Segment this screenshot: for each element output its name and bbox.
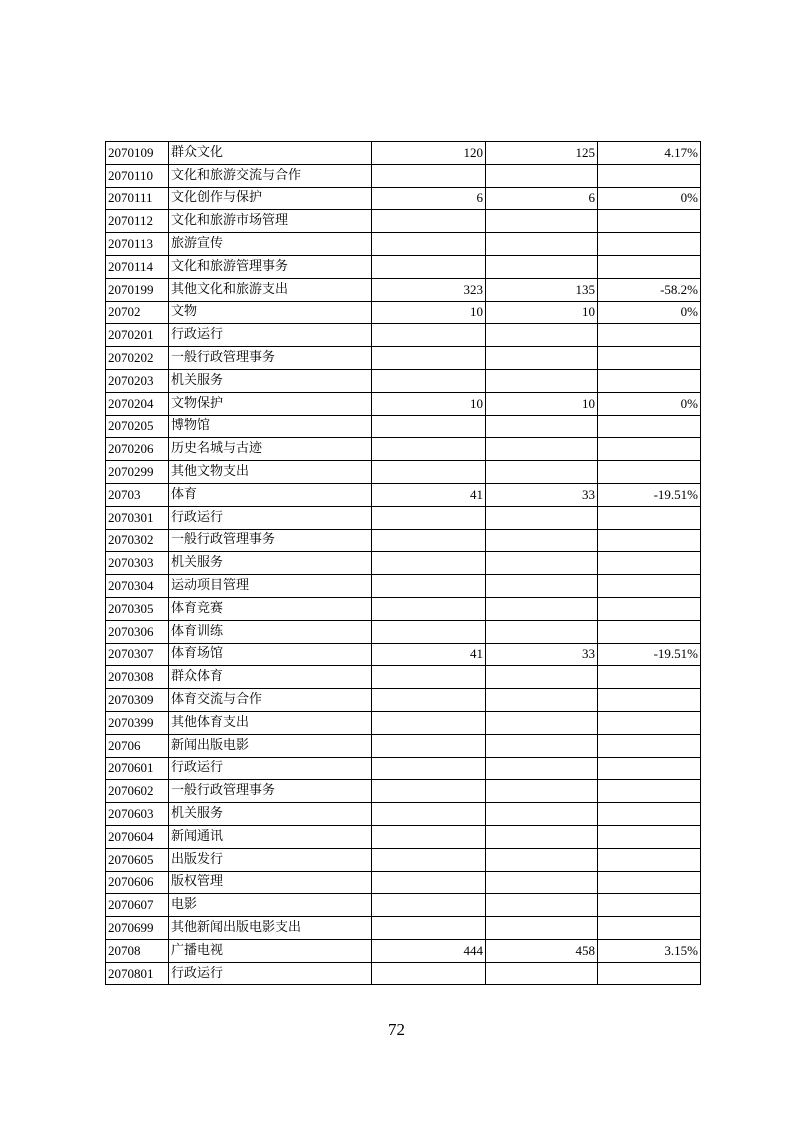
prior-amount-cell: 41 (372, 483, 486, 506)
table-row (106, 666, 701, 689)
current-amount-cell: 10 (486, 301, 598, 324)
change-percent-cell (598, 575, 701, 598)
prior-amount-cell (372, 255, 486, 278)
subject-name-cell: 出版发行 (169, 848, 372, 871)
subject-name-cell: 版权管理 (169, 871, 372, 894)
current-amount-cell (486, 780, 598, 803)
subject-code-cell: 2070113 (106, 233, 169, 256)
change-percent-cell (598, 233, 701, 256)
subject-code-cell: 2070305 (106, 597, 169, 620)
subject-code-cell: 2070203 (106, 369, 169, 392)
current-amount-cell (486, 575, 598, 598)
current-amount-cell (486, 620, 598, 643)
subject-code-cell: 2070112 (106, 210, 169, 233)
subject-name-cell: 文化和旅游交流与合作 (169, 164, 372, 187)
current-amount-cell (486, 164, 598, 187)
change-percent-cell (598, 711, 701, 734)
table-row (106, 962, 701, 985)
prior-amount-cell: 41 (372, 643, 486, 666)
change-percent-cell (598, 210, 701, 233)
table-row (106, 643, 701, 666)
current-amount-cell (486, 529, 598, 552)
table-row (106, 369, 701, 392)
table-row (106, 734, 701, 757)
change-percent-cell (598, 666, 701, 689)
subject-name-cell: 群众文化 (169, 142, 372, 165)
subject-code-cell: 2070607 (106, 894, 169, 917)
change-percent-cell (598, 369, 701, 392)
current-amount-cell: 135 (486, 278, 598, 301)
subject-name-cell: 体育训练 (169, 620, 372, 643)
budget-table (105, 141, 701, 985)
table-row (106, 597, 701, 620)
subject-code-cell: 2070601 (106, 757, 169, 780)
prior-amount-cell (372, 210, 486, 233)
prior-amount-cell (372, 757, 486, 780)
current-amount-cell (486, 438, 598, 461)
current-amount-cell (486, 210, 598, 233)
table-row (106, 848, 701, 871)
change-percent-cell (598, 438, 701, 461)
current-amount-cell (486, 255, 598, 278)
subject-name-cell: 文化创作与保护 (169, 187, 372, 210)
subject-code-cell: 2070201 (106, 324, 169, 347)
table-row (106, 438, 701, 461)
change-percent-cell (598, 825, 701, 848)
prior-amount-cell (372, 164, 486, 187)
table-row (106, 301, 701, 324)
subject-code-cell: 2070307 (106, 643, 169, 666)
subject-code-cell: 2070202 (106, 347, 169, 370)
table-row (106, 825, 701, 848)
prior-amount-cell (372, 552, 486, 575)
change-percent-cell (598, 780, 701, 803)
prior-amount-cell (372, 666, 486, 689)
current-amount-cell: 125 (486, 142, 598, 165)
change-percent-cell (598, 552, 701, 575)
subject-name-cell: 文化和旅游管理事务 (169, 255, 372, 278)
table-row (106, 347, 701, 370)
subject-code-cell: 2070306 (106, 620, 169, 643)
change-percent-cell (598, 734, 701, 757)
subject-name-cell: 机关服务 (169, 803, 372, 826)
budget-table-body (106, 142, 701, 985)
subject-code-cell: 2070699 (106, 917, 169, 940)
subject-code-cell: 2070204 (106, 392, 169, 415)
prior-amount-cell (372, 689, 486, 712)
table-row (106, 483, 701, 506)
subject-code-cell: 2070801 (106, 962, 169, 985)
table-row (106, 939, 701, 962)
subject-name-cell: 博物馆 (169, 415, 372, 438)
prior-amount-cell: 444 (372, 939, 486, 962)
subject-code-cell: 20708 (106, 939, 169, 962)
subject-code-cell: 2070111 (106, 187, 169, 210)
change-percent-cell (598, 461, 701, 484)
current-amount-cell (486, 506, 598, 529)
current-amount-cell (486, 689, 598, 712)
change-percent-cell (598, 917, 701, 940)
change-percent-cell: 3.15% (598, 939, 701, 962)
current-amount-cell (486, 461, 598, 484)
table-row (106, 780, 701, 803)
subject-code-cell: 2070205 (106, 415, 169, 438)
subject-code-cell: 2070303 (106, 552, 169, 575)
table-row (106, 871, 701, 894)
subject-code-cell: 2070304 (106, 575, 169, 598)
current-amount-cell (486, 803, 598, 826)
current-amount-cell (486, 552, 598, 575)
prior-amount-cell (372, 803, 486, 826)
current-amount-cell (486, 962, 598, 985)
table-row (106, 506, 701, 529)
prior-amount-cell (372, 917, 486, 940)
prior-amount-cell (372, 438, 486, 461)
table-row (106, 461, 701, 484)
subject-name-cell: 行政运行 (169, 962, 372, 985)
subject-name-cell: 体育场馆 (169, 643, 372, 666)
change-percent-cell (598, 415, 701, 438)
subject-code-cell: 2070308 (106, 666, 169, 689)
change-percent-cell: 0% (598, 301, 701, 324)
current-amount-cell (486, 415, 598, 438)
prior-amount-cell: 120 (372, 142, 486, 165)
prior-amount-cell: 10 (372, 392, 486, 415)
subject-name-cell: 旅游宣传 (169, 233, 372, 256)
subject-name-cell: 体育交流与合作 (169, 689, 372, 712)
change-percent-cell (598, 164, 701, 187)
change-percent-cell (598, 597, 701, 620)
current-amount-cell (486, 666, 598, 689)
change-percent-cell: 4.17% (598, 142, 701, 165)
prior-amount-cell (372, 506, 486, 529)
subject-name-cell: 文物保护 (169, 392, 372, 415)
table-row (106, 757, 701, 780)
prior-amount-cell (372, 347, 486, 370)
subject-code-cell: 2070299 (106, 461, 169, 484)
table-row (106, 233, 701, 256)
change-percent-cell (598, 506, 701, 529)
current-amount-cell (486, 711, 598, 734)
change-percent-cell: -58.2% (598, 278, 701, 301)
table-row (106, 711, 701, 734)
current-amount-cell (486, 871, 598, 894)
subject-code-cell: 2070309 (106, 689, 169, 712)
current-amount-cell: 33 (486, 483, 598, 506)
change-percent-cell: -19.51% (598, 643, 701, 666)
subject-code-cell: 2070603 (106, 803, 169, 826)
prior-amount-cell (372, 415, 486, 438)
current-amount-cell (486, 597, 598, 620)
table-row (106, 324, 701, 347)
prior-amount-cell (372, 369, 486, 392)
change-percent-cell (598, 871, 701, 894)
subject-code-cell: 2070114 (106, 255, 169, 278)
table-row (106, 278, 701, 301)
change-percent-cell (598, 620, 701, 643)
current-amount-cell (486, 369, 598, 392)
table-row (106, 803, 701, 826)
current-amount-cell (486, 757, 598, 780)
table-row (106, 689, 701, 712)
current-amount-cell (486, 233, 598, 256)
current-amount-cell (486, 848, 598, 871)
current-amount-cell (486, 917, 598, 940)
subject-code-cell: 2070604 (106, 825, 169, 848)
change-percent-cell (598, 803, 701, 826)
table-row (106, 415, 701, 438)
table-row (106, 529, 701, 552)
current-amount-cell (486, 324, 598, 347)
subject-code-cell: 2070109 (106, 142, 169, 165)
table-row (106, 392, 701, 415)
table-row (106, 894, 701, 917)
prior-amount-cell (372, 871, 486, 894)
change-percent-cell: 0% (598, 392, 701, 415)
subject-name-cell: 一般行政管理事务 (169, 347, 372, 370)
subject-name-cell: 行政运行 (169, 757, 372, 780)
table-row (106, 575, 701, 598)
current-amount-cell: 6 (486, 187, 598, 210)
prior-amount-cell (372, 597, 486, 620)
table-row (106, 142, 701, 165)
subject-code-cell: 2070302 (106, 529, 169, 552)
prior-amount-cell: 10 (372, 301, 486, 324)
change-percent-cell (598, 689, 701, 712)
prior-amount-cell (372, 894, 486, 917)
subject-name-cell: 行政运行 (169, 324, 372, 347)
change-percent-cell: 0% (598, 187, 701, 210)
prior-amount-cell: 6 (372, 187, 486, 210)
prior-amount-cell (372, 461, 486, 484)
prior-amount-cell (372, 734, 486, 757)
subject-name-cell: 广播电视 (169, 939, 372, 962)
subject-code-cell: 2070606 (106, 871, 169, 894)
subject-code-cell: 20706 (106, 734, 169, 757)
prior-amount-cell (372, 233, 486, 256)
subject-name-cell: 机关服务 (169, 369, 372, 392)
subject-name-cell: 机关服务 (169, 552, 372, 575)
subject-name-cell: 运动项目管理 (169, 575, 372, 598)
prior-amount-cell (372, 962, 486, 985)
subject-name-cell: 行政运行 (169, 506, 372, 529)
subject-code-cell: 20703 (106, 483, 169, 506)
change-percent-cell (598, 324, 701, 347)
subject-code-cell: 20702 (106, 301, 169, 324)
prior-amount-cell (372, 620, 486, 643)
change-percent-cell (598, 894, 701, 917)
table-row (106, 255, 701, 278)
change-percent-cell (598, 757, 701, 780)
table-row (106, 164, 701, 187)
subject-code-cell: 2070399 (106, 711, 169, 734)
subject-name-cell: 新闻通讯 (169, 825, 372, 848)
prior-amount-cell (372, 324, 486, 347)
change-percent-cell: -19.51% (598, 483, 701, 506)
subject-name-cell: 其他文化和旅游支出 (169, 278, 372, 301)
prior-amount-cell (372, 529, 486, 552)
subject-name-cell: 体育 (169, 483, 372, 506)
change-percent-cell (598, 962, 701, 985)
current-amount-cell (486, 347, 598, 370)
subject-name-cell: 一般行政管理事务 (169, 780, 372, 803)
subject-name-cell: 一般行政管理事务 (169, 529, 372, 552)
subject-name-cell: 文化和旅游市场管理 (169, 210, 372, 233)
subject-code-cell: 2070199 (106, 278, 169, 301)
prior-amount-cell: 323 (372, 278, 486, 301)
subject-name-cell: 电影 (169, 894, 372, 917)
subject-code-cell: 2070110 (106, 164, 169, 187)
subject-name-cell: 文物 (169, 301, 372, 324)
change-percent-cell (598, 347, 701, 370)
change-percent-cell (598, 255, 701, 278)
subject-name-cell: 新闻出版电影 (169, 734, 372, 757)
subject-code-cell: 2070301 (106, 506, 169, 529)
prior-amount-cell (372, 780, 486, 803)
subject-code-cell: 2070605 (106, 848, 169, 871)
prior-amount-cell (372, 848, 486, 871)
subject-name-cell: 其他新闻出版电影支出 (169, 917, 372, 940)
subject-name-cell: 其他文物支出 (169, 461, 372, 484)
current-amount-cell: 10 (486, 392, 598, 415)
current-amount-cell: 33 (486, 643, 598, 666)
current-amount-cell: 458 (486, 939, 598, 962)
table-row (106, 187, 701, 210)
table-row (106, 620, 701, 643)
current-amount-cell (486, 894, 598, 917)
table-row (106, 917, 701, 940)
subject-name-cell: 历史名城与古迹 (169, 438, 372, 461)
subject-code-cell: 2070206 (106, 438, 169, 461)
prior-amount-cell (372, 825, 486, 848)
current-amount-cell (486, 825, 598, 848)
table-row (106, 552, 701, 575)
subject-name-cell: 群众体育 (169, 666, 372, 689)
change-percent-cell (598, 529, 701, 552)
page-number: 72 (388, 1020, 405, 1039)
current-amount-cell (486, 734, 598, 757)
subject-name-cell: 其他体育支出 (169, 711, 372, 734)
prior-amount-cell (372, 575, 486, 598)
table-row (106, 210, 701, 233)
subject-code-cell: 2070602 (106, 780, 169, 803)
prior-amount-cell (372, 711, 486, 734)
subject-name-cell: 体育竞赛 (169, 597, 372, 620)
change-percent-cell (598, 848, 701, 871)
